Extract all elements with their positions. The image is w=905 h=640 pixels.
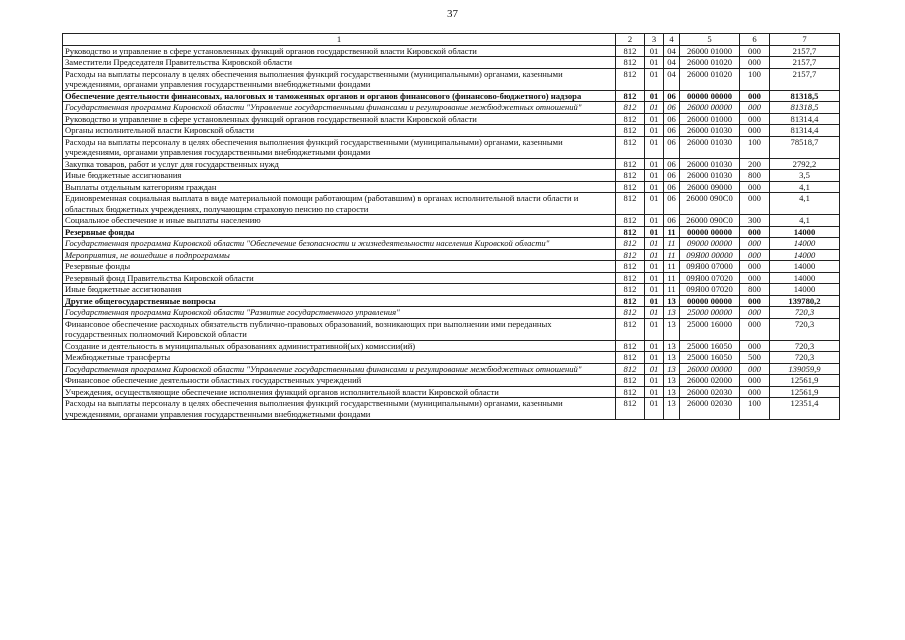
row-section-code: 01 [645, 352, 664, 364]
table-row [63, 318, 840, 340]
table-row [63, 90, 840, 102]
table-row [63, 272, 840, 284]
row-department-code: 812 [616, 226, 645, 238]
table-row [63, 170, 840, 182]
row-target-article: 26000 01030 [680, 136, 740, 158]
row-expense-type: 000 [740, 57, 770, 69]
row-subsection-code: 06 [664, 102, 680, 114]
row-expense-type: 000 [740, 181, 770, 193]
table-row [63, 113, 840, 125]
row-name: Расходы на выплаты персоналу в целях обеспечения выполнения функций государственными (муниципальными) органами, казенными учреждениями, органами управления государственными внебюджетными фондами [63, 136, 616, 158]
row-section-code: 01 [645, 318, 664, 340]
row-name: Иные бюджетные ассигнования [63, 284, 616, 296]
row-amount: 81318,5 [770, 90, 840, 102]
row-target-article: 26000 090С0 [680, 215, 740, 227]
row-department-code: 812 [616, 158, 645, 170]
row-subsection-code: 06 [664, 193, 680, 215]
row-subsection-code: 11 [664, 238, 680, 250]
row-subsection-code: 13 [664, 318, 680, 340]
row-subsection-code: 13 [664, 352, 680, 364]
row-section-code: 01 [645, 295, 664, 307]
row-subsection-code: 04 [664, 68, 680, 90]
row-subsection-code: 13 [664, 363, 680, 375]
row-subsection-code: 06 [664, 113, 680, 125]
row-subsection-code: 04 [664, 45, 680, 57]
row-name: Мероприятия, не вошедшие в подпрограммы [63, 249, 616, 261]
row-expense-type: 000 [740, 261, 770, 273]
table-row [63, 363, 840, 375]
row-amount: 14000 [770, 284, 840, 296]
table-row [63, 136, 840, 158]
table-row [63, 295, 840, 307]
row-expense-type: 800 [740, 170, 770, 182]
row-subsection-code: 06 [664, 215, 680, 227]
row-section-code: 01 [645, 249, 664, 261]
row-section-code: 01 [645, 57, 664, 69]
row-department-code: 812 [616, 284, 645, 296]
row-section-code: 01 [645, 226, 664, 238]
row-name: Единовременная социальная выплата в виде материальной помощи работающим (работавшим) в органах исполнительной власти области и областных бюджетных учреждениях, получающим страховую пенсию по старости [63, 193, 616, 215]
table-row [63, 125, 840, 137]
row-name: Заместители Председателя Правительства Кировской области [63, 57, 616, 69]
row-amount: 3,5 [770, 170, 840, 182]
row-department-code: 812 [616, 125, 645, 137]
row-expense-type: 000 [740, 295, 770, 307]
row-amount: 2157,7 [770, 57, 840, 69]
row-name: Другие общегосударственные вопросы [63, 295, 616, 307]
table-row [63, 386, 840, 398]
budget-table [62, 33, 840, 420]
row-expense-type: 000 [740, 102, 770, 114]
row-expense-type: 200 [740, 158, 770, 170]
row-expense-type: 000 [740, 375, 770, 387]
row-expense-type: 000 [740, 363, 770, 375]
row-name: Резервный фонд Правительства Кировской области [63, 272, 616, 284]
row-section-code: 01 [645, 158, 664, 170]
row-name: Руководство и управление в сфере установленных функций органов государственной власти Кировской области [63, 113, 616, 125]
table-row [63, 284, 840, 296]
row-target-article: 26000 09000 [680, 181, 740, 193]
row-target-article: 26000 01030 [680, 170, 740, 182]
row-amount: 2157,7 [770, 68, 840, 90]
row-section-code: 01 [645, 340, 664, 352]
row-target-article: 26000 02000 [680, 375, 740, 387]
row-subsection-code: 13 [664, 295, 680, 307]
row-name: Финансовое обеспечение расходных обязательств публично-правовых образований, возникающих при выполнении ими переданных государственных полномочий Кировской области [63, 318, 616, 340]
row-name: Государственная программа Кировской области "Управление государственными финансами и регулирование межбюджетных отношений" [63, 102, 616, 114]
header-section: 3 [645, 34, 664, 46]
row-expense-type: 100 [740, 68, 770, 90]
row-section-code: 01 [645, 215, 664, 227]
row-target-article: 26000 01030 [680, 125, 740, 137]
row-expense-type: 000 [740, 386, 770, 398]
row-section-code: 01 [645, 398, 664, 420]
row-subsection-code: 06 [664, 90, 680, 102]
row-section-code: 01 [645, 181, 664, 193]
header-expense-type: 6 [740, 34, 770, 46]
row-department-code: 812 [616, 102, 645, 114]
row-department-code: 812 [616, 215, 645, 227]
row-expense-type: 000 [740, 318, 770, 340]
row-amount: 139780,2 [770, 295, 840, 307]
table-row [63, 158, 840, 170]
table-row [63, 249, 840, 261]
row-expense-type: 000 [740, 226, 770, 238]
row-expense-type: 100 [740, 398, 770, 420]
row-expense-type: 000 [740, 90, 770, 102]
row-target-article: 09Я00 07000 [680, 261, 740, 273]
row-expense-type: 000 [740, 125, 770, 137]
row-subsection-code: 04 [664, 57, 680, 69]
table-row [63, 238, 840, 250]
row-amount: 12561,9 [770, 375, 840, 387]
row-department-code: 812 [616, 90, 645, 102]
table-row [63, 261, 840, 273]
row-name: Органы исполнительной власти Кировской области [63, 125, 616, 137]
table-row [63, 57, 840, 69]
row-name: Резервные фонды [63, 261, 616, 273]
row-section-code: 01 [645, 68, 664, 90]
row-name: Выплаты отдельным категориям граждан [63, 181, 616, 193]
row-subsection-code: 06 [664, 136, 680, 158]
row-name: Межбюджетные трансферты [63, 352, 616, 364]
row-target-article: 25000 16050 [680, 340, 740, 352]
row-department-code: 812 [616, 68, 645, 90]
row-target-article: 26000 00000 [680, 102, 740, 114]
row-target-article: 26000 02030 [680, 386, 740, 398]
row-target-article: 25000 16050 [680, 352, 740, 364]
row-amount: 14000 [770, 238, 840, 250]
row-name: Государственная программа Кировской области "Развитие государственного управления" [63, 307, 616, 319]
row-name: Обеспечение деятельности финансовых, налоговых и таможенных органов и органов финансового (финансово-бюджетного) надзора [63, 90, 616, 102]
row-section-code: 01 [645, 113, 664, 125]
row-amount: 720,3 [770, 340, 840, 352]
row-amount: 4,1 [770, 181, 840, 193]
table-row [63, 45, 840, 57]
row-amount: 720,3 [770, 318, 840, 340]
row-department-code: 812 [616, 375, 645, 387]
row-department-code: 812 [616, 261, 645, 273]
row-section-code: 01 [645, 125, 664, 137]
row-expense-type: 000 [740, 238, 770, 250]
row-amount: 2157,7 [770, 45, 840, 57]
row-amount: 14000 [770, 226, 840, 238]
row-expense-type: 000 [740, 340, 770, 352]
row-expense-type: 100 [740, 136, 770, 158]
row-department-code: 812 [616, 136, 645, 158]
row-department-code: 812 [616, 272, 645, 284]
row-department-code: 812 [616, 340, 645, 352]
row-target-article: 00000 00000 [680, 226, 740, 238]
row-amount: 81314,4 [770, 113, 840, 125]
row-expense-type: 000 [740, 272, 770, 284]
row-subsection-code: 11 [664, 226, 680, 238]
row-target-article: 26000 01000 [680, 113, 740, 125]
row-amount: 720,3 [770, 352, 840, 364]
table-row [63, 193, 840, 215]
table-row [63, 340, 840, 352]
row-section-code: 01 [645, 170, 664, 182]
table-body [63, 45, 840, 420]
page-number: 37 [447, 8, 458, 20]
row-expense-type: 300 [740, 215, 770, 227]
row-department-code: 812 [616, 45, 645, 57]
row-section-code: 01 [645, 102, 664, 114]
table-row [63, 181, 840, 193]
row-amount: 12351,4 [770, 398, 840, 420]
row-expense-type: 000 [740, 45, 770, 57]
row-department-code: 812 [616, 386, 645, 398]
row-target-article: 26000 01020 [680, 68, 740, 90]
table-row [63, 226, 840, 238]
row-amount: 81314,4 [770, 125, 840, 137]
row-subsection-code: 13 [664, 375, 680, 387]
row-target-article: 25000 00000 [680, 307, 740, 319]
row-subsection-code: 13 [664, 398, 680, 420]
row-target-article: 00000 00000 [680, 90, 740, 102]
row-expense-type: 500 [740, 352, 770, 364]
row-name: Социальное обеспечение и иные выплаты населению [63, 215, 616, 227]
row-section-code: 01 [645, 193, 664, 215]
row-name: Закупка товаров, работ и услуг для государственных нужд [63, 158, 616, 170]
row-department-code: 812 [616, 352, 645, 364]
row-subsection-code: 11 [664, 272, 680, 284]
row-name: Финансовое обеспечение деятельности областных государственных учреждений [63, 375, 616, 387]
row-section-code: 01 [645, 261, 664, 273]
row-subsection-code: 13 [664, 386, 680, 398]
row-section-code: 01 [645, 45, 664, 57]
row-department-code: 812 [616, 318, 645, 340]
row-department-code: 812 [616, 295, 645, 307]
row-amount: 14000 [770, 261, 840, 273]
row-section-code: 01 [645, 307, 664, 319]
row-department-code: 812 [616, 398, 645, 420]
row-subsection-code: 11 [664, 249, 680, 261]
row-target-article: 26000 01020 [680, 57, 740, 69]
row-amount: 139059,9 [770, 363, 840, 375]
row-section-code: 01 [645, 136, 664, 158]
row-amount: 4,1 [770, 193, 840, 215]
row-amount: 12561,9 [770, 386, 840, 398]
table-row [63, 307, 840, 319]
row-section-code: 01 [645, 90, 664, 102]
row-amount: 14000 [770, 249, 840, 261]
table-row [63, 398, 840, 420]
header-subsection: 4 [664, 34, 680, 46]
header-amount: 7 [770, 34, 840, 46]
row-name: Государственная программа Кировской области "Обеспечение безопасности и жизнедеятельности населения Кировской области" [63, 238, 616, 250]
row-section-code: 01 [645, 272, 664, 284]
row-expense-type: 800 [740, 284, 770, 296]
row-name: Создание и деятельность в муниципальных образованиях административной(ых) комиссии(ий) [63, 340, 616, 352]
row-subsection-code: 06 [664, 170, 680, 182]
row-subsection-code: 06 [664, 181, 680, 193]
row-target-article: 26000 01000 [680, 45, 740, 57]
table-row [63, 215, 840, 227]
row-subsection-code: 06 [664, 125, 680, 137]
row-target-article: 09000 00000 [680, 238, 740, 250]
row-subsection-code: 13 [664, 307, 680, 319]
row-amount: 78518,7 [770, 136, 840, 158]
row-name: Государственная программа Кировской области "Управление государственными финансами и регулирование межбюджетных отношений" [63, 363, 616, 375]
row-department-code: 812 [616, 170, 645, 182]
row-target-article: 00000 00000 [680, 295, 740, 307]
row-department-code: 812 [616, 193, 645, 215]
row-department-code: 812 [616, 307, 645, 319]
row-target-article: 26000 02030 [680, 398, 740, 420]
table-row [63, 102, 840, 114]
row-target-article: 09Я00 07020 [680, 284, 740, 296]
row-subsection-code: 11 [664, 284, 680, 296]
row-department-code: 812 [616, 57, 645, 69]
row-section-code: 01 [645, 375, 664, 387]
row-target-article: 25000 16000 [680, 318, 740, 340]
row-name: Учреждения, осуществляющие обеспечение исполнения функций органов исполнительной власти Кировской области [63, 386, 616, 398]
row-name: Резервные фонды [63, 226, 616, 238]
row-department-code: 812 [616, 363, 645, 375]
row-amount: 14000 [770, 272, 840, 284]
header-name: 1 [63, 34, 616, 46]
header-target-article: 5 [680, 34, 740, 46]
row-expense-type: 000 [740, 249, 770, 261]
row-target-article: 26000 00000 [680, 363, 740, 375]
table-row [63, 352, 840, 364]
row-section-code: 01 [645, 386, 664, 398]
row-target-article: 09Я00 07020 [680, 272, 740, 284]
row-name: Расходы на выплаты персоналу в целях обеспечения выполнения функций государственными (муниципальными) органами, казенными учреждениями, органами управления государственными внебюджетными фондами [63, 68, 616, 90]
row-section-code: 01 [645, 238, 664, 250]
row-department-code: 812 [616, 238, 645, 250]
row-department-code: 812 [616, 249, 645, 261]
row-amount: 2792,2 [770, 158, 840, 170]
row-expense-type: 000 [740, 193, 770, 215]
row-department-code: 812 [616, 113, 645, 125]
row-target-article: 26000 01030 [680, 158, 740, 170]
row-name: Расходы на выплаты персоналу в целях обеспечения выполнения функций государственными (муниципальными) органами, казенными учреждениями, органами управления государственными внебюджетными фондами [63, 398, 616, 420]
row-section-code: 01 [645, 363, 664, 375]
row-subsection-code: 06 [664, 158, 680, 170]
row-expense-type: 000 [740, 113, 770, 125]
row-name: Иные бюджетные ассигнования [63, 170, 616, 182]
row-amount: 81318,5 [770, 102, 840, 114]
row-expense-type: 000 [740, 307, 770, 319]
row-amount: 4,1 [770, 215, 840, 227]
row-subsection-code: 13 [664, 340, 680, 352]
header-department: 2 [616, 34, 645, 46]
table-row [63, 68, 840, 90]
table-row [63, 375, 840, 387]
row-target-article: 09Я00 00000 [680, 249, 740, 261]
row-amount: 720,3 [770, 307, 840, 319]
row-target-article: 26000 090С0 [680, 193, 740, 215]
row-name: Руководство и управление в сфере установленных функций органов государственной власти Кировской области [63, 45, 616, 57]
row-subsection-code: 11 [664, 261, 680, 273]
row-department-code: 812 [616, 181, 645, 193]
row-section-code: 01 [645, 284, 664, 296]
table-header-row [63, 34, 840, 46]
